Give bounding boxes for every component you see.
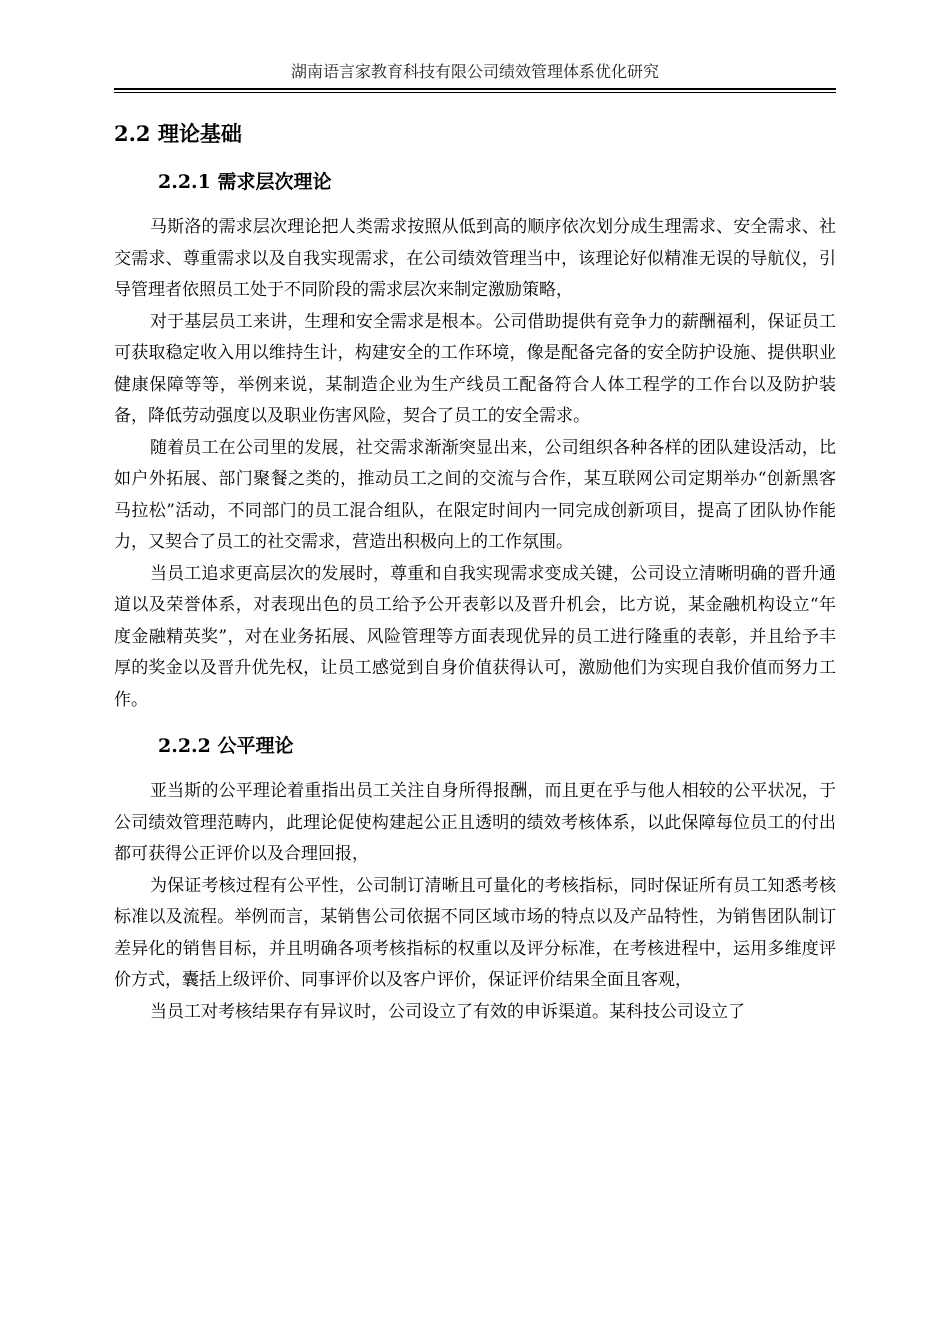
paragraph: 当员工对考核结果存有异议时，公司设立了有效的申诉渠道。某科技公司设立了 bbox=[150, 1001, 745, 1022]
paragraph: 当员工追求更高层次的发展时，尊重和自我实现需求变成关键，公司设立清晰明确的晋升通道以及荣誉体系，对表现出色的员工给予公开表彰以及晋升机会，比方说，某金融机构设立“年度金融精英奖”，对在业务拓展、风险管理等方面表现优异的员工进行隆重的表彰，并且给予丰厚的奖金以及晋升优先权，让员工感觉到自身价值获得认可，激励他们为实现自我价值而努力工作。 bbox=[114, 563, 836, 710]
document-body bbox=[114, 112, 836, 1028]
running-header: 湖南语言家教育科技有限公司绩效管理体系优化研究 bbox=[290, 62, 659, 81]
paragraph: 亚当斯的公平理论着重指出员工关注自身所得报酬，而且更在乎与他人相较的公平状况，于公司绩效管理范畴内，此理论促使构建起公正且透明的绩效考核体系，以此保障每位员工的付出都可获得公正评价以及合理回报， bbox=[114, 781, 836, 864]
section-title: 2.2 理论基础 bbox=[114, 121, 242, 146]
paragraph: 随着员工在公司里的发展，社交需求渐渐突显出来，公司组织各种各样的团队建设活动，比如户外拓展、部门聚餐之类的，推动员工之间的交流与合作，某互联网公司定期举办“创新黑客马拉松”活动，不同部门的员工混合组队，在限定时间内一同完成创新项目，提高了团队协作能力，又契合了员工的社交需求，营造出积极向上的工作氛围。 bbox=[114, 437, 836, 552]
paragraph: 马斯洛的需求层次理论把人类需求按照从低到高的顺序依次划分成生理需求、安全需求、社交需求、尊重需求以及自我实现需求，在公司绩效管理当中，该理论好似精准无误的导航仪，引导管理者依照员工处于不同阶段的需求层次来制定激励策略， bbox=[114, 217, 836, 300]
header-rule-thin bbox=[114, 92, 836, 93]
header-rule-thick bbox=[114, 88, 836, 90]
subsection-title-hierarchy-of-needs: 2.2.1 需求层次理论 bbox=[158, 171, 332, 193]
paragraph: 为保证考核过程有公平性，公司制订清晰且可量化的考核指标，同时保证所有员工知悉考核标准以及流程。举例而言，某销售公司依据不同区域市场的特点以及产品特性，为销售团队制订差异化的销售目标，并且明确各项考核指标的权重以及评分标准，在考核进程中，运用多维度评价方式，囊括上级评价、同事评价以及客户评价，保证评价结果全面且客观， bbox=[114, 875, 836, 990]
paragraph: 对于基层员工来讲，生理和安全需求是根本。公司借助提供有竞争力的薪酬福利，保证员工可获取稳定收入用以维持生计，构建安全的工作环境，像是配备完备的安全防护设施、提供职业健康保障等等，举例来说，某制造企业为生产线员工配备符合人体工程学的工作台以及防护装备，降低劳动强度以及职业伤害风险，契合了员工的安全需求。 bbox=[114, 311, 836, 426]
subsection-title-equity-theory: 2.2.2 公平理论 bbox=[158, 735, 294, 757]
